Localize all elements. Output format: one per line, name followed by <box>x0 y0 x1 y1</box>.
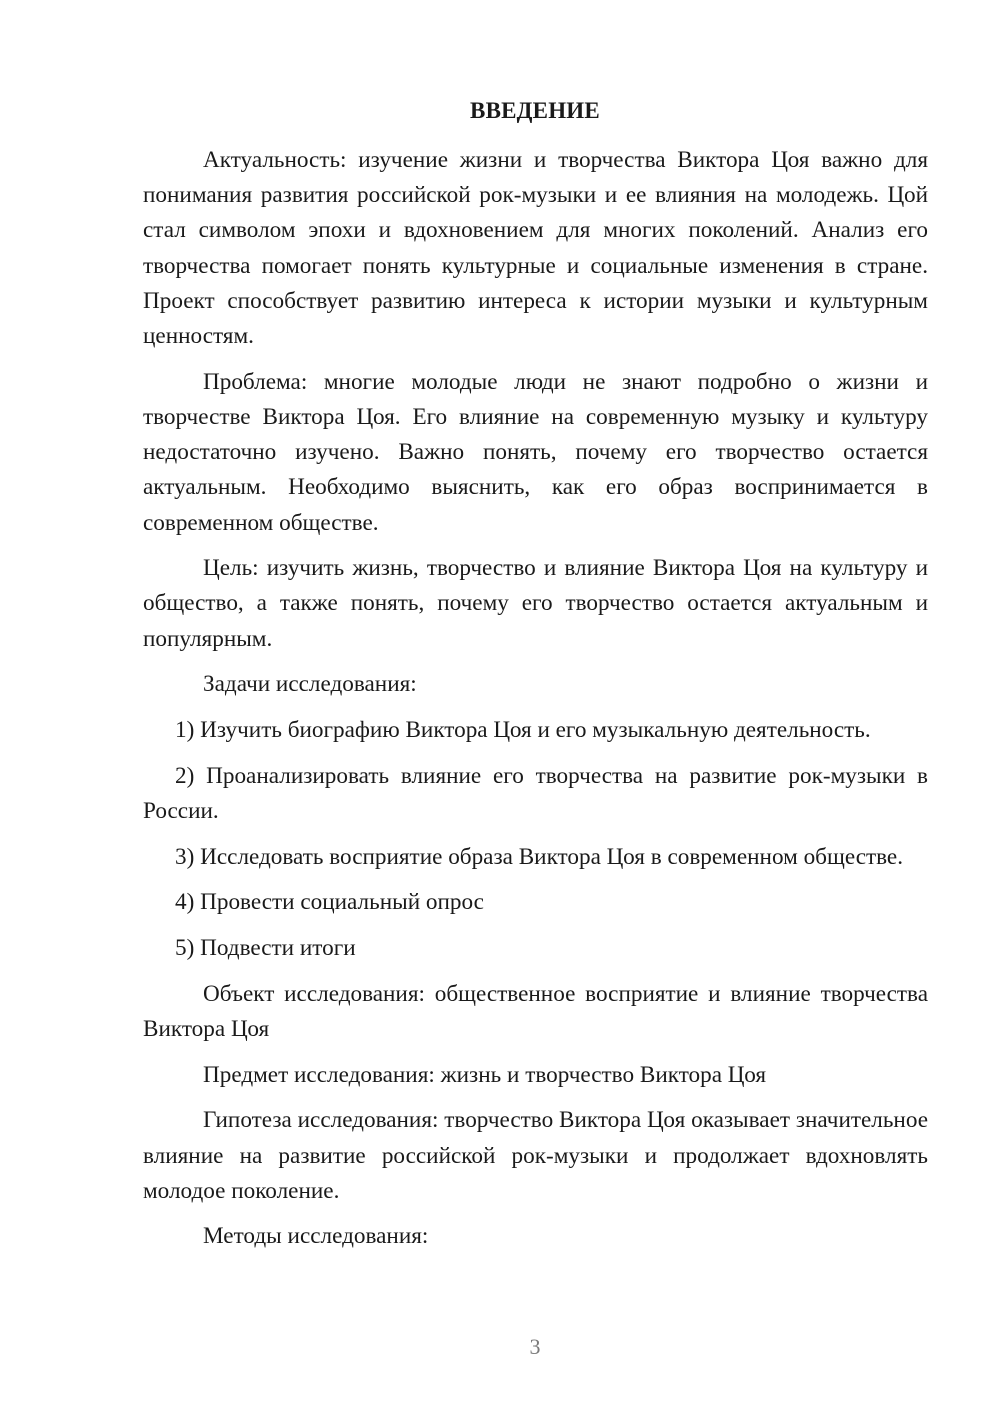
paragraph-object: Объект исследования: общественное восприятие и влияние творчества Виктора Цоя <box>143 980 928 1042</box>
paragraph-tasks-heading: Задачи исследования: <box>203 671 417 698</box>
task-item: 3) Исследовать восприятие образа Виктора Цоя в современном обществе. <box>175 843 904 870</box>
section-heading: ВВЕДЕНИЕ <box>470 98 600 123</box>
task-item: 5) Подвести итоги <box>175 935 356 962</box>
document-body <box>143 143 928 1265</box>
paragraph-hypothesis: Гипотеза исследования: творчество Виктора Цоя оказывает значительное влияние на развитие российской рок-музыки и продолжает вдохновлять молодое поколение. <box>143 1107 928 1204</box>
paragraph-goal: Цель: изучить жизнь, творчество и влияние Виктора Цоя на культуру и общество, а также понять, почему его творчество остается актуальным и популярным. <box>143 555 928 652</box>
paragraph-methods: Методы исследования: <box>203 1223 429 1250</box>
paragraph-relevance: Актуальность: изучение жизни и творчества Виктора Цоя важно для понимания развития российской рок-музыки и ее влияния на молодежь. Цой стал символом эпохи и вдохновением для многих поколений. Анализ его творчества помогает понять культурные и социальные изменения в стране. Проект способствует развитию интереса к истории музыки и культурным ценностям. <box>143 147 928 350</box>
page-number: 3 <box>529 1334 541 1359</box>
paragraph-subject: Предмет исследования: жизнь и творчество Виктора Цоя <box>203 1061 767 1088</box>
paragraph-problem: Проблема: многие молодые люди не знают подробно о жизни и творчестве Виктора Цоя. Его влияние на современную музыку и культуру недостаточно изучено. Важно понять, почему его творчество остается актуальным. Необходимо выяснить, как его образ воспринимается в современном обществе. <box>143 368 928 536</box>
task-item: 4) Провести социальный опрос <box>175 889 484 916</box>
task-item: 2) Проанализировать влияние его творчества на развитие рок-музыки в России. <box>143 762 928 824</box>
task-item: 1) Изучить биографию Виктора Цоя и его музыкальную деятельность. <box>175 717 871 744</box>
